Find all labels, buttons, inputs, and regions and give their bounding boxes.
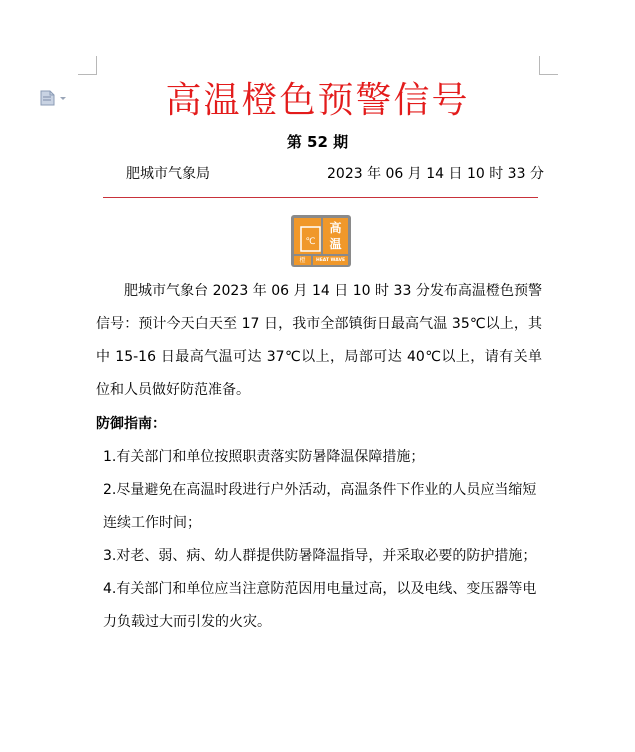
margin-corner-top-right: [539, 56, 558, 75]
header-divider: [103, 197, 538, 198]
thermometer-panel: [294, 218, 321, 254]
signal-char-bottom: 温: [329, 237, 342, 251]
margin-corner-top-left: [78, 56, 97, 75]
heat-wave-signal-icon: [291, 215, 351, 267]
issuing-organization: 肥城市气象局: [126, 166, 210, 182]
thermo-unit: ℃: [305, 237, 316, 247]
guideline-item: 3.对老、弱、病、幼人群提供防暑降温指导，并采取必要的防护措施；: [103, 548, 537, 564]
notice-title: 高温橙色预警信号: [165, 80, 470, 121]
issue-datetime: 2023 年 06 月 14 日 10 时 33 分: [327, 166, 544, 182]
thermometer-icon: [300, 226, 321, 252]
issue-number: 第 52 期: [286, 133, 349, 151]
signal-label-panel: [323, 218, 348, 254]
guidelines-heading: 防御指南：: [96, 416, 166, 432]
signal-english-label: HEAT WAVE: [313, 256, 348, 265]
guideline-item: 1.有关部门和单位按照职责落实防暑降温保障措施；: [103, 449, 425, 465]
signal-level-label: 橙: [294, 256, 311, 265]
notice-paragraph: 肥城市气象台 2023 年 06 月 14 日 10 时 33 分发布高温橙色预警信号：预计今天白天至 17 日，我市全部镇街日最高气温 35℃以上，其中 15-16 日最高气温可达 37℃以上，局部可达 40℃以上，请有关单位和人员做好防范准备。: [96, 283, 542, 398]
guidelines-list: [103, 441, 542, 639]
guideline-item: 4.有关部门和单位应当注意防范因用电量过高，以及电线、变压器等电力负载过大而引发的火灾。: [103, 581, 537, 630]
guideline-item: 2.尽量避免在高温时段进行户外活动，高温条件下作业的人员应当缩短连续工作时间；: [103, 482, 537, 531]
signal-char-top: 高: [329, 221, 342, 235]
